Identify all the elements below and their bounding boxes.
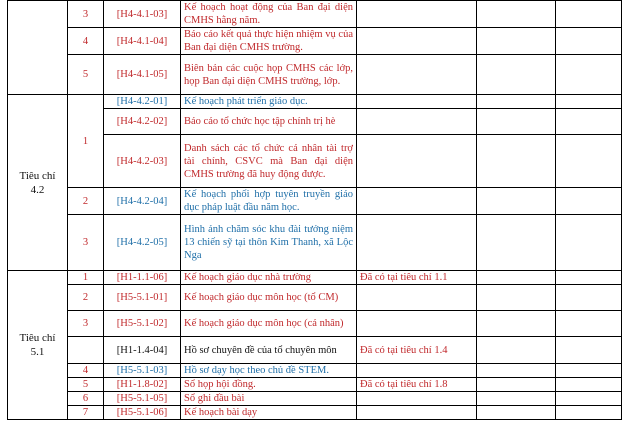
empty-cell xyxy=(477,135,556,188)
table-row xyxy=(8,28,622,55)
criterion-label xyxy=(8,95,68,271)
note-cell xyxy=(357,215,477,271)
table-row xyxy=(8,406,622,420)
empty-cell xyxy=(477,109,556,135)
evidence-content: Hồ sơ chuyên đề của tổ chuyên môn xyxy=(181,337,357,364)
empty-cell xyxy=(556,392,622,406)
empty-cell xyxy=(556,135,622,188)
empty-cell xyxy=(556,55,622,95)
evidence-code: [H1-1.4-04] xyxy=(104,337,181,364)
note-cell xyxy=(357,285,477,311)
evidence-content: Biên bản các cuộc họp CMHS các lớp, họp Ban đại diện CMHS trường, lớp. xyxy=(181,55,357,95)
evidence-code: [H5-5.1-01] xyxy=(104,285,181,311)
empty-cell xyxy=(477,337,556,364)
criterion-label-line1: Tiêu chí xyxy=(19,332,56,344)
evidence-code: [H4-4.1-05] xyxy=(104,55,181,95)
empty-cell xyxy=(556,311,622,337)
criterion-label xyxy=(8,271,68,420)
empty-cell xyxy=(556,95,622,109)
evidence-code: [H5-5.1-05] xyxy=(104,392,181,406)
note-cell: Đã có tại tiêu chí 1.4 xyxy=(357,337,477,364)
evidence-code: [H5-5.1-06] xyxy=(104,406,181,420)
empty-cell xyxy=(477,364,556,378)
row-number: 1 xyxy=(68,95,104,188)
empty-cell xyxy=(477,311,556,337)
empty-cell xyxy=(556,215,622,271)
evidence-content: Kế hoạch giáo dục môn học (cá nhân) xyxy=(181,311,357,337)
evidence-code: [H5-5.1-02] xyxy=(104,311,181,337)
empty-cell xyxy=(477,406,556,420)
evidence-content: Kế hoạch giáo dục nhà trường xyxy=(181,271,357,285)
note-cell xyxy=(357,55,477,95)
criterion-label-line2: 4.2 xyxy=(30,183,45,196)
note-cell xyxy=(357,406,477,420)
evidence-content: Kế hoạch hoạt động của Ban đại diện CMHS hằng năm. xyxy=(181,1,357,28)
empty-cell xyxy=(477,392,556,406)
evidence-content: Báo cáo kết quả thực hiện nhiệm vụ của Ban đại diện CMHS trường. xyxy=(181,28,357,55)
table-row xyxy=(8,188,622,215)
empty-cell xyxy=(556,285,622,311)
evidence-content: Kế hoạch phát triển giáo dục. xyxy=(181,95,357,109)
empty-cell xyxy=(556,1,622,28)
evidence-content: Kế hoạch giáo dục môn học (tổ CM) xyxy=(181,285,357,311)
evidence-code: [H4-4.2-01] xyxy=(104,95,181,109)
row-number xyxy=(68,337,104,364)
evidence-code: [H4-4.2-02] xyxy=(104,109,181,135)
row-number: 2 xyxy=(68,188,104,215)
evidence-code: [H5-5.1-03] xyxy=(104,364,181,378)
evidence-code: [H4-4.2-04] xyxy=(104,188,181,215)
evidence-content: Sổ họp hội đồng. xyxy=(181,378,357,392)
evidence-code: [H1-1.1-06] xyxy=(104,271,181,285)
table-row xyxy=(8,392,622,406)
row-number: 3 xyxy=(68,215,104,271)
evidence-content: Hồ sơ dạy học theo chủ đề STEM. xyxy=(181,364,357,378)
row-number: 4 xyxy=(68,28,104,55)
evidence-content: Kế hoạch phối hợp tuyên truyền giáo dục pháp luật đầu năm học. xyxy=(181,188,357,215)
note-cell xyxy=(357,28,477,55)
row-number: 3 xyxy=(68,311,104,337)
note-cell xyxy=(357,1,477,28)
table-row xyxy=(8,215,622,271)
empty-cell xyxy=(556,406,622,420)
empty-cell xyxy=(477,28,556,55)
table-row xyxy=(8,95,622,109)
empty-cell xyxy=(556,337,622,364)
criterion-label-line2: 5.1 xyxy=(30,346,45,358)
table-row xyxy=(8,378,622,392)
row-number: 5 xyxy=(68,55,104,95)
note-cell: Đã có tại tiêu chí 1.1 xyxy=(357,271,477,285)
evidence-content: Danh sách các tổ chức cá nhân tài trợ tài chính, CSVC mà Ban đại diện CMHS trường đã huy động được. xyxy=(181,135,357,188)
row-number: 5 xyxy=(68,378,104,392)
empty-cell xyxy=(477,271,556,285)
row-number: 2 xyxy=(68,285,104,311)
table-row xyxy=(8,364,622,378)
row-number: 6 xyxy=(68,392,104,406)
evidence-code: [H4-4.1-03] xyxy=(104,1,181,28)
table-row xyxy=(8,285,622,311)
note-cell xyxy=(357,109,477,135)
table-row xyxy=(8,337,622,364)
empty-cell xyxy=(556,271,622,285)
note-cell xyxy=(357,188,477,215)
table-row xyxy=(8,311,622,337)
evidence-code: [H4-4.2-03] xyxy=(104,135,181,188)
empty-cell xyxy=(556,28,622,55)
evidence-table xyxy=(7,0,622,420)
note-cell xyxy=(357,392,477,406)
row-number: 4 xyxy=(68,364,104,378)
empty-cell xyxy=(477,95,556,109)
empty-cell xyxy=(556,188,622,215)
evidence-code: [H4-4.2-05] xyxy=(104,215,181,271)
evidence-content: Kế hoạch bài dạy xyxy=(181,406,357,420)
empty-cell xyxy=(556,378,622,392)
empty-cell xyxy=(556,364,622,378)
row-number: 3 xyxy=(68,1,104,28)
criterion-cell-empty xyxy=(8,1,68,95)
empty-cell xyxy=(477,285,556,311)
table-row xyxy=(8,271,622,285)
criterion-label-line1: Tiêu chí xyxy=(19,169,56,182)
evidence-content: Hình ảnh chăm sóc khu đài tưởng niệm 13 chiến sỹ tại thôn Kim Thanh, xã Lộc Nga xyxy=(181,215,357,271)
row-number: 1 xyxy=(68,271,104,285)
table-row xyxy=(8,55,622,95)
row-number: 7 xyxy=(68,406,104,420)
note-cell xyxy=(357,135,477,188)
empty-cell xyxy=(477,55,556,95)
note-cell xyxy=(357,95,477,109)
empty-cell xyxy=(556,109,622,135)
evidence-content: Sổ ghi đầu bài xyxy=(181,392,357,406)
evidence-code: [H1-1.8-02] xyxy=(104,378,181,392)
evidence-code: [H4-4.1-04] xyxy=(104,28,181,55)
note-cell xyxy=(357,364,477,378)
empty-cell xyxy=(477,215,556,271)
empty-cell xyxy=(477,188,556,215)
evidence-content: Báo cáo tổ chức học tập chính trị hè xyxy=(181,109,357,135)
note-cell xyxy=(357,311,477,337)
empty-cell xyxy=(477,1,556,28)
table-row xyxy=(8,1,622,28)
empty-cell xyxy=(477,378,556,392)
note-cell: Đã có tại tiêu chí 1.8 xyxy=(357,378,477,392)
